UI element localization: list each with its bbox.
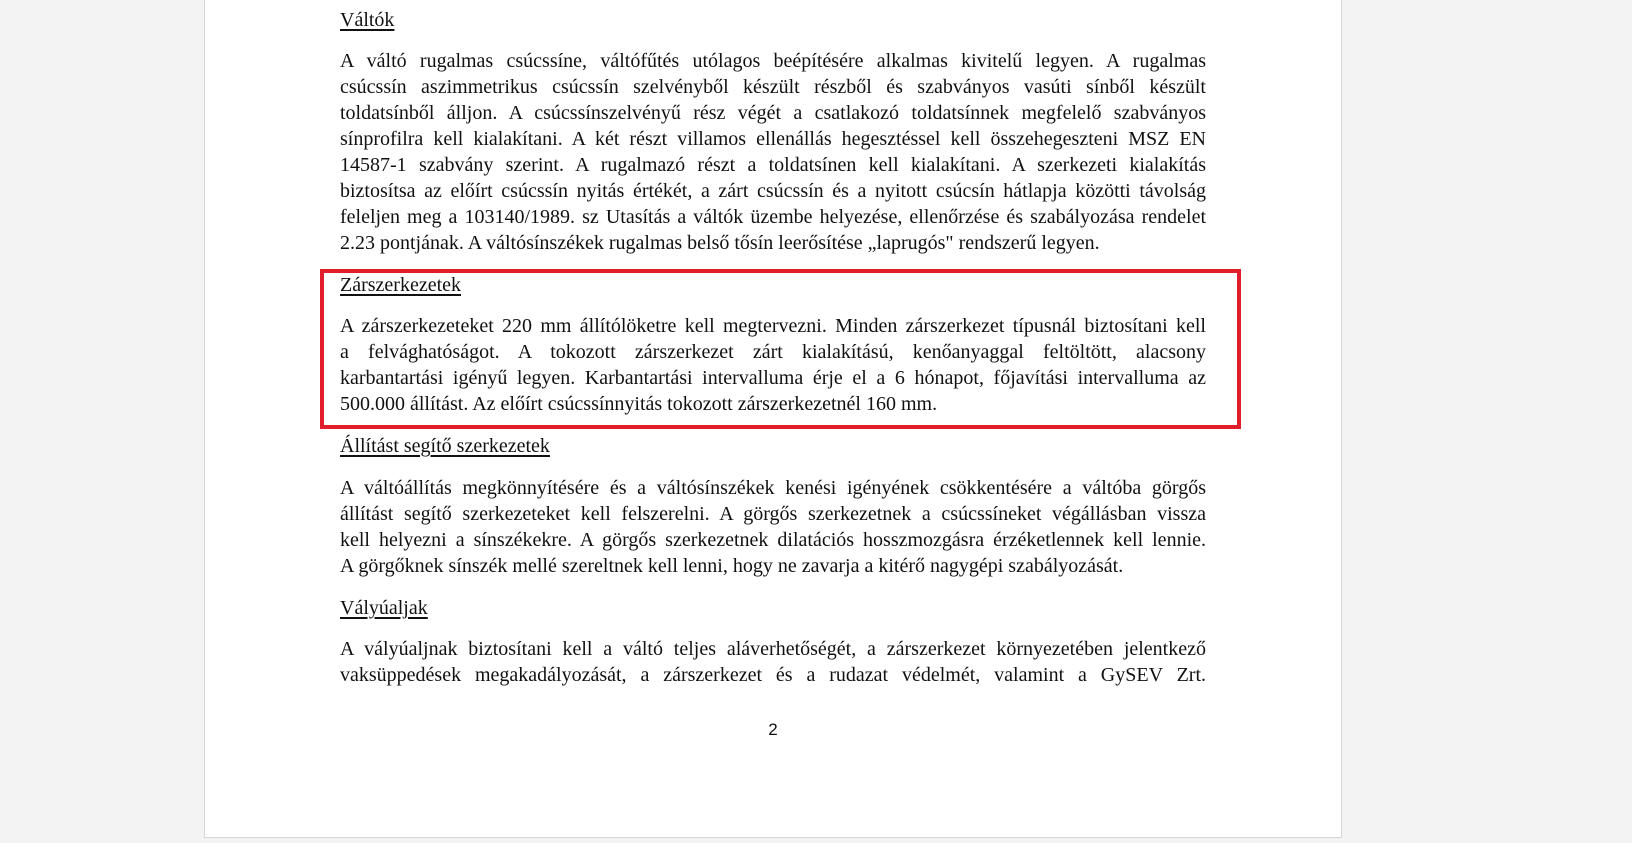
page-number: 2: [768, 720, 778, 739]
paragraph-line: sínprofilra kell kialakítani. A két részt villamos ellenállás hegesztéssel kell összehegeszteni MSZ EN: [340, 128, 1206, 150]
section-paragraph-allitast-segito: [340, 475, 1206, 579]
paragraph-line: 14587-1 szabvány szerint. A rugalmazó részt a toldatsínen kell kialakítani. A szerkezeti kialakítás: [340, 154, 1206, 176]
paragraph-line: csúcssín aszimmetrikus csúcssín szelvényből készült részből és szabványos vasúti sínből készült: [340, 76, 1206, 98]
paragraph-line: kell helyezni a sínszékekre. A görgős szerkezetnek dilatációs hosszmozgásra érzéketlennek kell lennie.: [340, 529, 1206, 551]
paragraph-line: A görgőknek sínszék mellé szereltnek kell lenni, hogy ne zavarja a kitérő nagygépi szabályozását.: [340, 555, 1124, 577]
section-paragraph-valyualjak: [340, 636, 1206, 688]
paragraph-line: biztosítsa az előírt csúcssín nyitás értékét, a zárt csúcssín és a nyitott csúcsín hátlapja közötti távolság: [340, 180, 1206, 202]
paragraph-line: állítást segítő szerkezeteket kell felszerelni. A görgős szerkezetnek a csúcssíneket végállásban vissza: [340, 503, 1206, 525]
section-heading-valyualjak: Vályúaljak: [340, 597, 428, 619]
paragraph-line: a felvághatóságot. A tokozott zárszerkezet zárt kialakítású, kenőanyaggal feltöltött, alacsony: [340, 341, 1206, 363]
section-heading-valtok: Váltók: [340, 9, 395, 31]
paragraph-line: 2.23 pontjának. A váltósínszékek rugalmas belső tősín leerősítése „laprugós" rendszerű legyen.: [340, 232, 1100, 254]
paragraph-line: A vályúaljnak biztosítani kell a váltó teljes aláverhetőségét, a zárszerkezet környezetében jelentkező: [340, 638, 1206, 660]
section-heading-zarszerkezetek: Zárszerkezetek: [340, 274, 462, 296]
paragraph-line: vaksüppedések megakadályozását, a zárszerkezet és a rudazat védelmét, valamint a GySEV Zrt.: [340, 664, 1206, 686]
paragraph-line: karbantartási igényű legyen. Karbantartási intervalluma érje el a 6 hónapot, főjavítási intervalluma az: [340, 367, 1206, 389]
section-paragraph-zarszerkezetek: [340, 313, 1206, 417]
paragraph-line: A váltóállítás megkönnyítésére és a váltósínszékek kenési igényének csökkentésére a váltóba görgős: [340, 477, 1206, 499]
paragraph-line: A zárszerkezeteket 220 mm állítólöketre kell megtervezni. Minden zárszerkezet típusnál biztosítani kell: [340, 315, 1206, 337]
section-heading-allitast-segito: Állítást segítő szerkezetek: [340, 435, 550, 457]
paragraph-line: toldatsínből álljon. A csúcssínszelvényű rész végét a csatlakozó toldatsínnek megfelelő szabványos: [340, 102, 1206, 124]
paragraph-line: feleljen meg a 103140/1989. sz Utasítás a váltók üzembe helyezése, ellenőrzése és szabályozása rendelet: [340, 206, 1206, 228]
paragraph-line: 500.000 állítást. Az előírt csúcssínnyitás tokozott zárszerkezetnél 160 mm.: [340, 393, 938, 415]
section-paragraph-valtok: [340, 48, 1206, 256]
paragraph-line: A váltó rugalmas csúcssíne, váltófűtés utólagos beépítésére alkalmas kivitelű legyen. A rugalmas: [340, 50, 1206, 72]
